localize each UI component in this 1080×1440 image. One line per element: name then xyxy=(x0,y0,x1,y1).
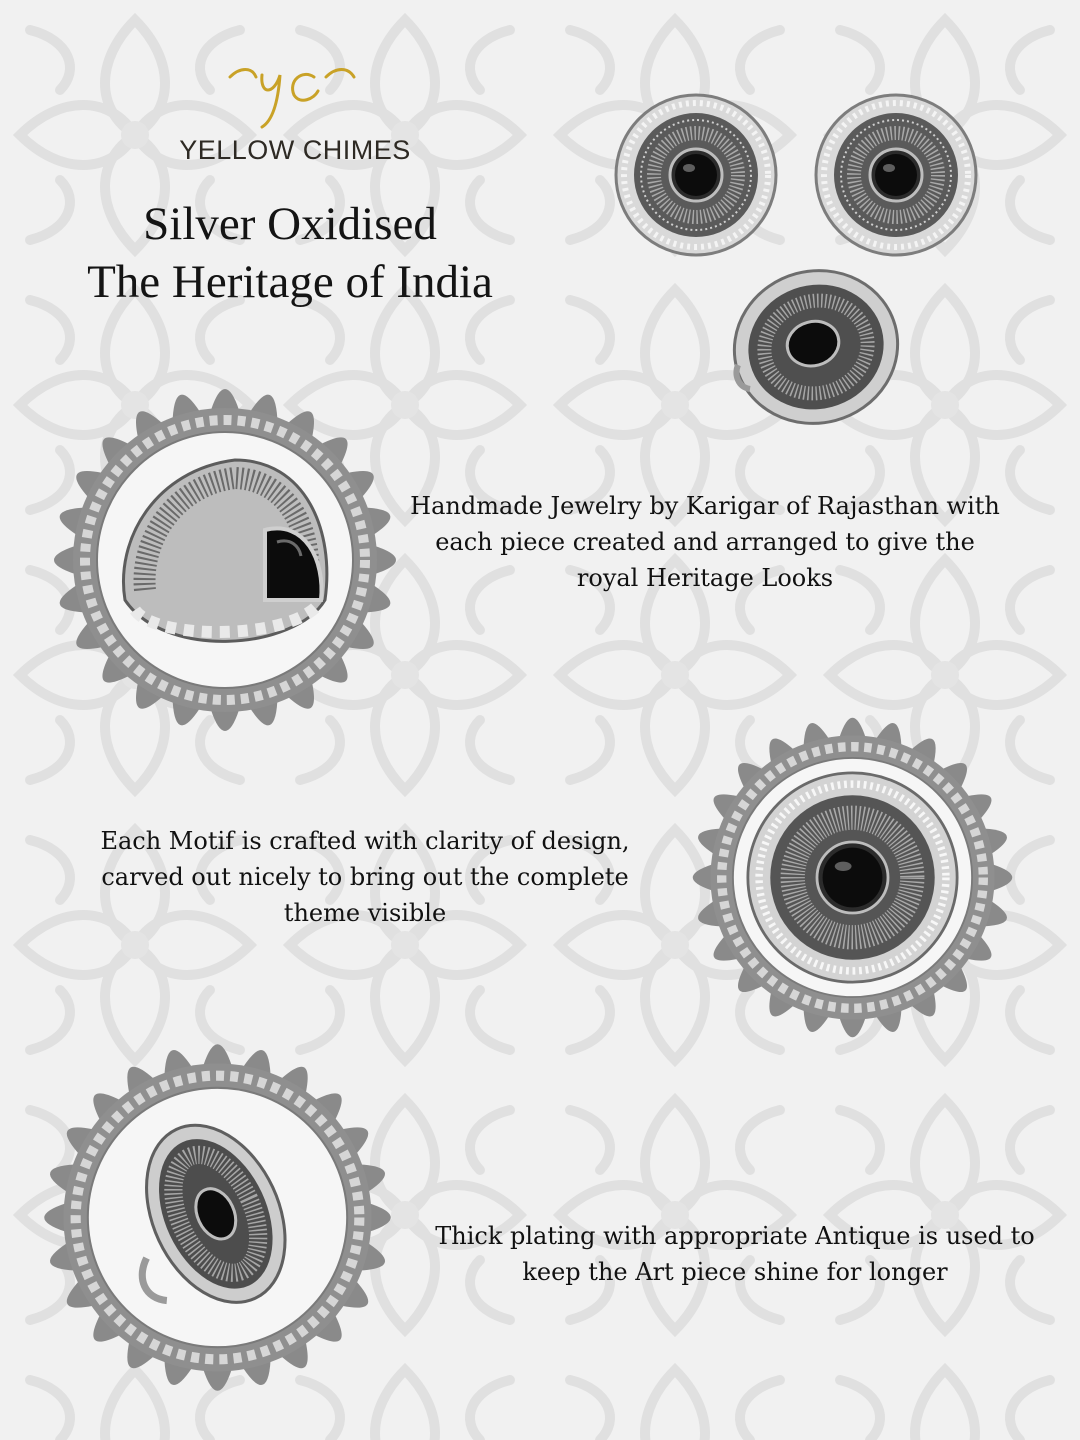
feature-handmade-text: Handmade Jewelry by Karigar of Rajasthan with each piece created and arranged to give the royal Heritage Looks xyxy=(410,492,1000,592)
brand-logo xyxy=(160,55,430,175)
feature-plating-text: Thick plating with appropriate Antique is used to keep the Art piece shine for longer xyxy=(435,1222,1035,1286)
title-line-1: Silver Oxidised xyxy=(143,198,437,250)
page-title xyxy=(30,195,550,311)
feature-motif-text: Each Motif is crafted with clarity of design, carved out nicely to bring out the complete theme visible xyxy=(100,827,630,927)
ring-closeup-image xyxy=(35,370,415,750)
earring-right-image xyxy=(813,92,979,258)
title-line-2: The Heritage of India xyxy=(87,256,493,308)
ring-top-image xyxy=(675,700,1030,1055)
ring-side-image xyxy=(728,265,903,430)
yc-logo-icon xyxy=(222,55,362,135)
brand-name: YELLOW CHIMES xyxy=(179,135,411,165)
ring-angle-image xyxy=(25,1025,410,1410)
earring-left-image xyxy=(613,92,779,258)
